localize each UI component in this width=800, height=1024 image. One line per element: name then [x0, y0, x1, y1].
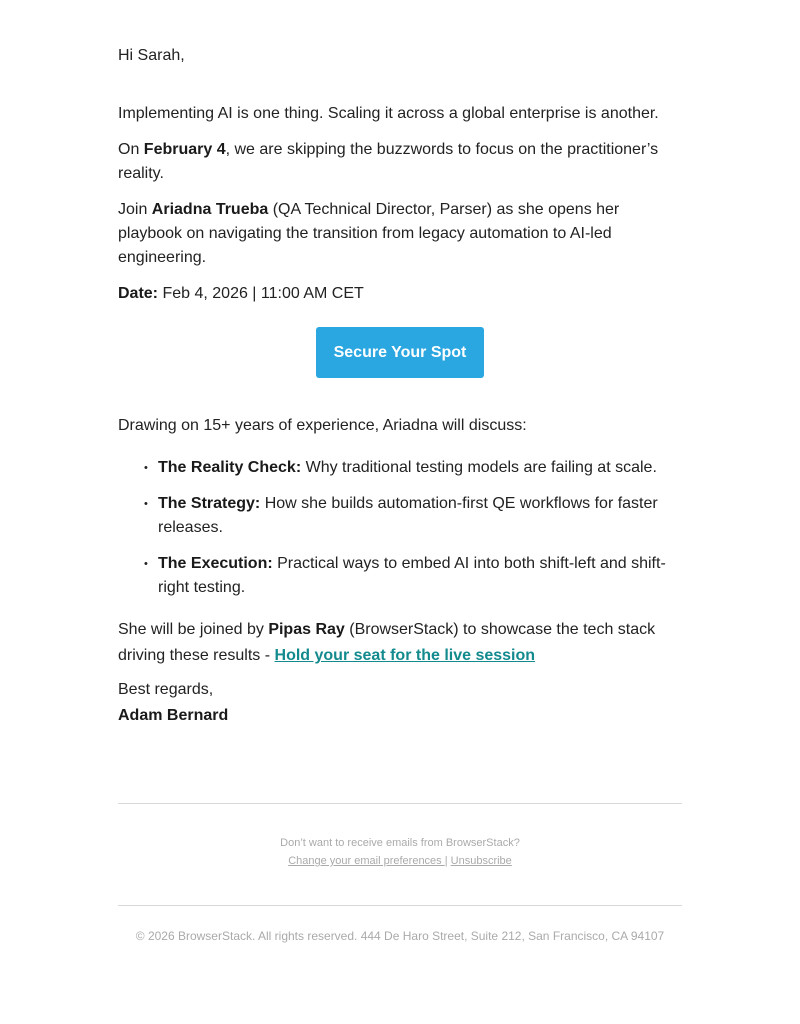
bullet-text: Why traditional testing models are failing at scale.	[301, 459, 657, 476]
text: On	[118, 141, 144, 158]
cohost-name: Pipas Ray	[268, 621, 345, 638]
signature: Adam Bernard	[118, 707, 229, 724]
secure-your-spot-button[interactable]: Secure Your Spot	[316, 327, 484, 378]
unsubscribe-link[interactable]: Unsubscribe	[450, 855, 512, 867]
email-preferences-link[interactable]: Change your email preferences	[288, 855, 445, 867]
topic-list	[118, 456, 682, 612]
list-item	[158, 552, 682, 600]
divider	[118, 803, 682, 804]
bullet-title: The Reality Check:	[158, 459, 302, 476]
signoff: Best regards,	[118, 681, 214, 698]
event-date-bold: February 4	[143, 141, 226, 158]
bullet-text: How she builds automation-first QE workflows for faster releases.	[158, 495, 658, 536]
date-value: Feb 4, 2026 | 11:00 AM CET	[158, 285, 364, 302]
text: (BrowserStack) to showcase the tech stack driving these results -	[118, 621, 656, 664]
footer-question: Don’t want to receive emails from BrowserStack?	[280, 837, 520, 849]
text: She will be joined by	[118, 621, 269, 638]
list-item	[158, 492, 682, 540]
signoff-block	[118, 677, 682, 729]
speaker-name: Ariadna Trueba	[151, 201, 269, 218]
speaker-paragraph	[118, 198, 682, 270]
list-item	[158, 456, 682, 480]
divider	[118, 905, 682, 906]
bullet-title: The Strategy:	[158, 495, 261, 512]
date-line	[118, 282, 682, 306]
text: (QA Technical Director, Parser) as she opens her playbook on navigating the transition from legacy automation to AI-led engineering.	[118, 201, 620, 266]
separator: |	[444, 855, 448, 867]
bullet-text: Practical ways to embed AI into both shift-left and shift-right testing.	[158, 555, 666, 596]
text: Join	[118, 201, 152, 218]
event-date-paragraph	[118, 138, 682, 186]
text: , we are skipping the buzzwords to focus on the practitioner’s reality.	[118, 141, 659, 182]
intro-paragraph: Implementing AI is one thing. Scaling it across a global enterprise is another.	[118, 105, 659, 122]
copyright: © 2026 BrowserStack. All rights reserved. 444 De Haro Street, Suite 212, San Francisco, CA 94107	[135, 929, 665, 943]
unsubscribe-footer	[118, 834, 682, 870]
bullet-title: The Execution:	[158, 555, 273, 572]
discuss-intro: Drawing on 15+ years of experience, Ariadna will discuss:	[118, 417, 527, 434]
joined-paragraph	[118, 617, 682, 669]
greeting: Hi Sarah,	[118, 47, 185, 64]
date-label: Date:	[118, 285, 159, 302]
hold-seat-link[interactable]: Hold your seat for the live session	[274, 647, 536, 664]
